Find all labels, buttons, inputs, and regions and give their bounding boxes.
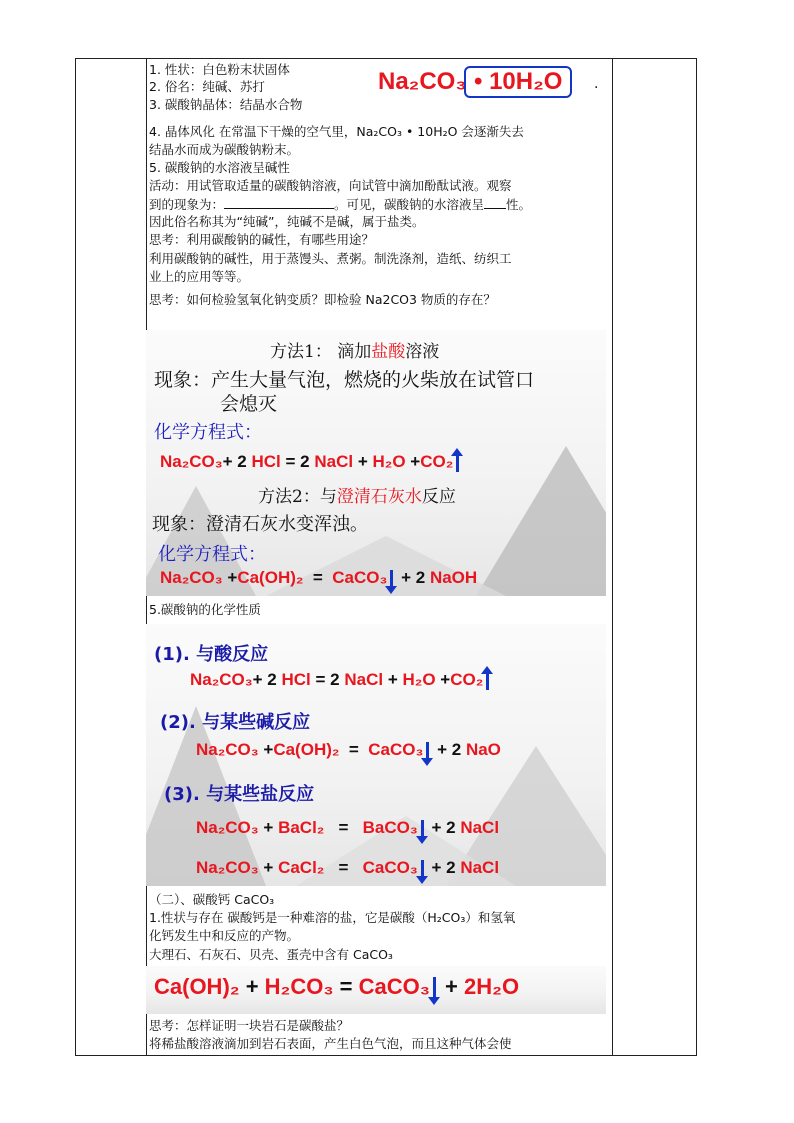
- section5-heading: 5.碳酸钠的化学性质: [149, 602, 261, 617]
- gas-arrow-icon: [456, 454, 459, 472]
- equation-hcl-2: Na₂CO₃+ 2 HCl = 2 NaCl + H₂O +CO₂: [190, 670, 492, 690]
- method1-heading: 方法1： 滴加盐酸溶液: [270, 342, 440, 362]
- phenomenon1-line1: 现象：产生大量气泡，燃烧的火柴放在试管口: [154, 369, 535, 391]
- blank-phenomenon[interactable]: [224, 196, 334, 209]
- caco3-line-2: 化钙发生中和反应的产物。: [149, 928, 300, 943]
- weathering-line-2: 结晶水而成为碳酸钠粉末。: [149, 142, 300, 157]
- caco3-occurrence: 大理石、石灰石、贝壳、蛋壳中含有 CaCO₃: [149, 947, 393, 962]
- reaction-acid-heading: (1). 与酸反应: [154, 644, 269, 665]
- formula-na2co3: Na₂CO₃: [378, 68, 467, 95]
- phenomenon1-line2: 会熄灭: [220, 393, 278, 415]
- gas-arrow-icon: [486, 672, 489, 690]
- alkaline-line: 5. 碳酸钠的水溶液呈碱性: [149, 160, 290, 175]
- weathering-line-1: 4. 晶体风化 在常温下干燥的空气里，Na₂CO₃ • 10H₂O 会逐渐失去: [149, 124, 524, 139]
- formula-hydrate-box: • 10H₂O: [464, 66, 572, 98]
- equation-caoh2-1: Na₂CO₃ +Ca(OH)₂ = CaCO₃ + 2 NaOH: [160, 568, 478, 587]
- soda-line: 因此俗名称其为“纯碱”，纯碱不是碱，属于盐类。: [149, 214, 425, 229]
- think-uses-line: 思考：利用碳酸钠的碱性，有哪些用途？: [149, 232, 375, 247]
- activity-line-1: 活动：用试管取适量的碳酸钠溶液，向试管中滴加酚酞试液。观察: [149, 178, 512, 193]
- main-cell: 1. 性状：白色粉末状固体 2. 俗名：纯碱、苏打 3. 碳酸钠晶体：结晶水合物 4. 晶体风化 在常温下干燥的空气里，Na₂CO₃ • 10H₂O 会逐渐失去 结晶水而成为碳酸钠粉末。 5. 碳酸钠的水溶液呈碱性 活动：用试管取适量的碳酸钠溶液，向试管中滴加酚酞试液。观察 到的现象为： 。可见，碳酸钠的水溶液呈 性。 因此俗名称其为“纯碱”，纯碱不是碱，属于盐类。 思考：利用碳酸钠的碱性，有哪些用途？ 利用碳酸钠的碱性，用于蒸馒头、煮粥。制洗涤剂，造纸、纺织工 业上的应用等等。 思考：如何检验氢氧化钠变质？即检验 Na2CO3 物质的存在？ Na₂CO₃ • 10H₂O . 方法1： 滴加盐酸溶液 现象：产生大量气泡，燃烧的火柴放在试管口 会熄灭 化学方程式： Na₂CO₃+ 2 HCl = 2 NaCl + H₂O +CO₂ 方法2：与澄清石灰水反应 现象：澄清石灰水变浑浊。 化学方程式： Na₂CO₃ +Ca(OH)₂ = CaCO₃ + 2 NaOH 5.碳酸钠的化学性质 (1). 与酸反应 Na₂CO₃+ 2 HCl = 2 NaCl + H₂O +CO₂ (2). 与某些碱反应 Na₂CO₃ +Ca(OH)₂ = CaCO₃ + 2 NaO (3). 与某些盐反应 Na₂CO₃ + BaCl₂ = BaCO₃ + 2 NaCl Na₂CO₃ + CaCl₂ = CaCO₃ + 2 NaCl （二）、碳酸钙 CaCO₃ 1.性状与存在 碳酸钙是一种难溶的盐，它是碳酸（H₂CO₃）和氢氧 化钙发生中和反应的产物。 大理石、石灰石、贝壳、蛋壳中含有 CaCO₃ Ca(OH)₂ + H₂CO₃ = CaCO₃ + 2H₂O 思考：怎样证明一块岩石是碳酸盐？ 将稀盐酸溶液滴加到岩石表面，产生白色气泡，而且这种气体会使: [146, 58, 612, 1056]
- method2-heading: 方法2：与澄清石灰水反应: [258, 487, 456, 507]
- blank-property[interactable]: [484, 196, 506, 209]
- crystal-line: 3. 碳酸钠晶体：结晶水合物: [149, 97, 303, 112]
- reaction-salt-heading: (3). 与某些盐反应: [164, 784, 315, 805]
- precipitate-arrow-icon: [421, 820, 424, 838]
- reaction-base-heading: (2). 与某些碱反应: [160, 712, 311, 733]
- precipitate-arrow-icon: [421, 860, 424, 878]
- property-line: 1. 性状：白色粉末状固体: [149, 62, 290, 77]
- precipitate-arrow-icon: [390, 570, 393, 588]
- common-name-line: 2. 俗名：纯碱、苏打: [149, 79, 265, 94]
- phenomenon2-line: 现象：澄清石灰水变浑浊。: [152, 514, 368, 535]
- equation-title-1: 化学方程式：: [154, 422, 262, 443]
- answer-rock-line: 将稀盐酸溶液滴加到岩石表面，产生白色气泡，而且这种气体会使: [149, 1036, 512, 1051]
- equation-hcl-1: Na₂CO₃+ 2 HCl = 2 NaCl + H₂O +CO₂: [160, 452, 462, 472]
- uses-line-2: 业上的应用等等。: [149, 269, 250, 284]
- precipitate-arrow-icon: [426, 742, 429, 760]
- equation-caoh2-2: Na₂CO₃ +Ca(OH)₂ = CaCO₃ + 2 NaO: [196, 740, 501, 759]
- equation-cacl2: Na₂CO₃ + CaCl₂ = CaCO₃ + 2 NaCl: [196, 858, 500, 877]
- activity-line-2: 到的现象为： 。可见，碳酸钠的水溶液呈 性。: [149, 197, 532, 212]
- think-rock-line: 思考：怎样证明一块岩石是碳酸盐？: [149, 1018, 350, 1033]
- caco3-title: （二）、碳酸钙 CaCO₃: [149, 892, 275, 907]
- uses-line-1: 利用碳酸钠的碱性，用于蒸馒头、煮粥。制洗涤剂，造纸、纺织工: [149, 251, 512, 266]
- equation-h2co3: Ca(OH)₂ + H₂CO₃ = CaCO₃ + 2H₂O: [154, 974, 520, 999]
- precipitate-arrow-icon: [433, 977, 436, 999]
- think-detect-line: 思考：如何检验氢氧化钠变质？即检验 Na2CO3 物质的存在？: [149, 292, 496, 307]
- column-divider-right: [612, 59, 613, 1055]
- equation-title-2: 化学方程式：: [158, 544, 266, 565]
- caco3-line-1: 1.性状与存在 碳酸钙是一种难溶的盐，它是碳酸（H₂CO₃）和氢氧: [149, 910, 516, 925]
- equation-bacl2: Na₂CO₃ + BaCl₂ = BaCO₃ + 2 NaCl: [196, 818, 500, 837]
